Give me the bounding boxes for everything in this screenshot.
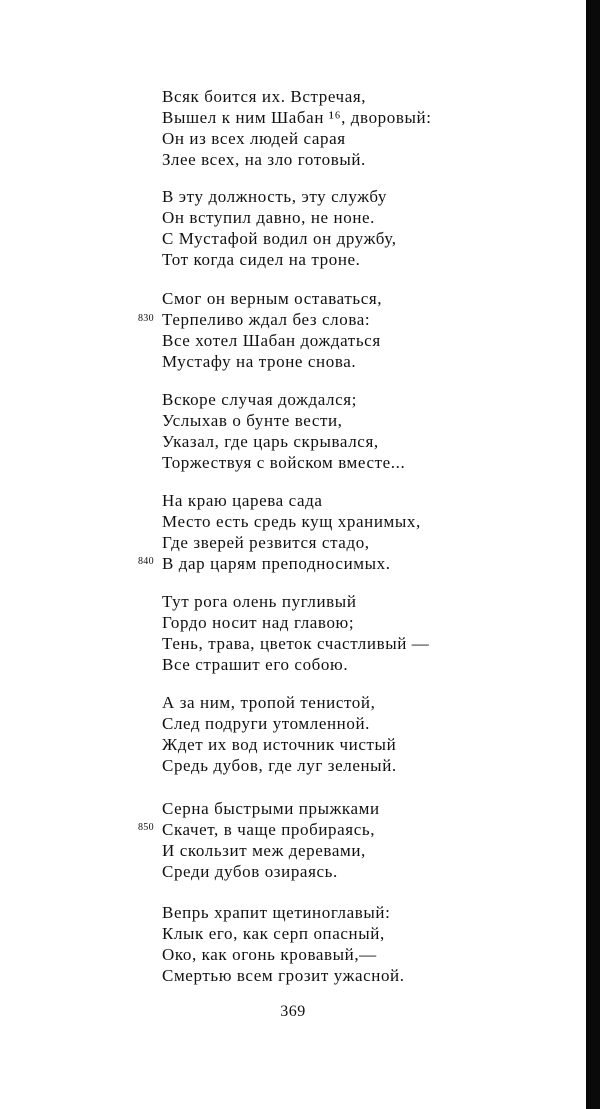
verse-line: След подруги утомленной. xyxy=(162,714,371,733)
verse-line: Указал, где царь скрывался, xyxy=(162,432,379,451)
line-number: 840 xyxy=(138,556,154,567)
stanza-3 xyxy=(162,288,382,372)
verse-line: Смертью всем грозит ужасной. xyxy=(162,966,405,985)
stanza-8 xyxy=(162,798,380,882)
verse-line: На краю царева сада xyxy=(162,491,323,510)
verse-line: Он вступил давно, не ноне. xyxy=(162,208,376,227)
verse-line: Скачет, в чаще пробираясь, xyxy=(162,820,376,839)
verse-line: Смог он верным оставаться, xyxy=(162,289,383,308)
stanza-6 xyxy=(162,591,429,675)
verse-line: Ждет их вод источник чистый xyxy=(162,735,397,754)
verse-line: А за ним, тропой тенистой, xyxy=(162,693,376,712)
verse-line: Где зверей резвится стадо, xyxy=(162,533,370,552)
stanza-7 xyxy=(162,692,397,776)
verse-line: Он из всех людей сарая xyxy=(162,129,346,148)
verse-line: Клык его, как серп опасный, xyxy=(162,924,385,943)
verse-line: Тень, трава, цветок счастливый — xyxy=(162,634,430,653)
verse-line: Средь дубов, где луг зеленый. xyxy=(162,756,397,775)
verse-line: Вышел к ним Шабан ¹⁶, дворовый: xyxy=(162,108,432,127)
verse-line: В дар царям преподносимых. xyxy=(162,554,391,573)
line-number: 850 xyxy=(138,822,154,833)
verse-line: Тот когда сидел на троне. xyxy=(162,250,361,269)
verse-line: С Мустафой водил он дружбу, xyxy=(162,229,397,248)
stanza-2 xyxy=(162,186,397,270)
verse-line: В эту должность, эту службу xyxy=(162,187,388,206)
verse-line: Место есть средь кущ хранимых, xyxy=(162,512,421,531)
verse-line: Терпеливо ждал без слова: xyxy=(162,310,371,329)
verse-line: Все хотел Шабан дождаться xyxy=(162,331,381,350)
verse-line: Среди дубов озираясь. xyxy=(162,862,338,881)
verse-line: И скользит меж деревами, xyxy=(162,841,366,860)
verse-line: Серна быстрыми прыжками xyxy=(162,799,380,818)
scan-border xyxy=(586,0,600,1109)
verse-line: Всяк боится их. Встречая, xyxy=(162,87,367,106)
verse-line: Тут рога олень пугливый xyxy=(162,592,357,611)
stanza-5 xyxy=(162,490,421,574)
verse-line: Услыхав о бунте вести, xyxy=(162,411,343,430)
verse-line: Злее всех, на зло готовый. xyxy=(162,150,366,169)
stanza-4 xyxy=(162,389,405,473)
verse-line: Вскоре случая дождался; xyxy=(162,390,357,409)
stanza-1 xyxy=(162,86,432,170)
page-number: 369 xyxy=(280,1003,306,1020)
verse-line: Торжествуя с войском вместе... xyxy=(162,453,406,472)
stanza-9 xyxy=(162,902,405,986)
verse-line: Око, как огонь кровавый,— xyxy=(162,945,377,964)
verse-line: Все страшит его собою. xyxy=(162,655,349,674)
verse-line: Вепрь храпит щетиноглавый: xyxy=(162,903,391,922)
verse-line: Мустафу на троне снова. xyxy=(162,352,357,371)
line-number: 830 xyxy=(138,313,154,324)
verse-line: Гордо носит над главою; xyxy=(162,613,355,632)
